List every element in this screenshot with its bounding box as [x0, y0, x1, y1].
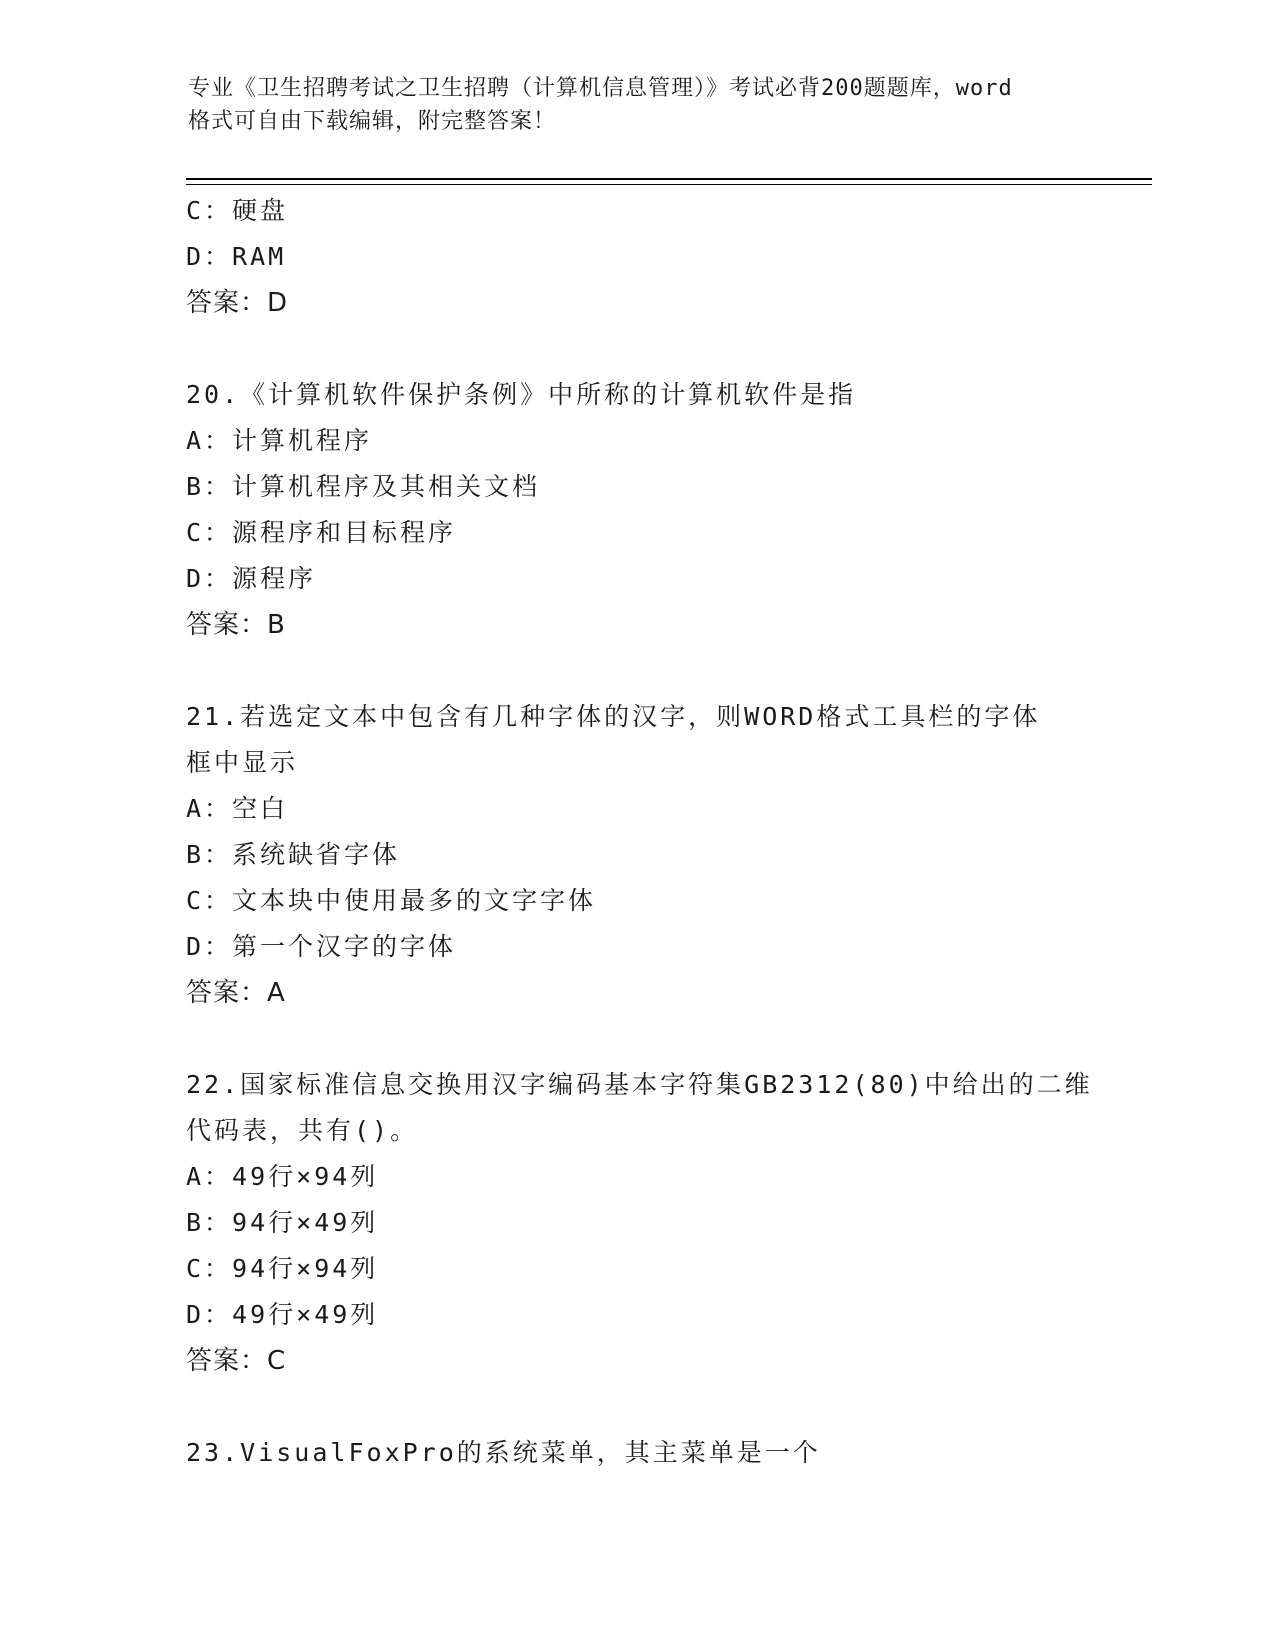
question-text-line-2: 代码表，共有()。: [186, 1116, 419, 1145]
header-line-2: 格式可自由下载编辑，附完整答案！: [188, 109, 557, 134]
option-b: B：计算机程序及其相关文档: [186, 472, 541, 501]
question-23: [186, 1430, 1086, 1476]
option-d: D：第一个汉字的字体: [186, 932, 457, 961]
header-rule-thick: [186, 178, 1152, 180]
question-19-tail: [186, 188, 1086, 326]
option-b: B：系统缺省字体: [186, 840, 401, 869]
spacer: [186, 1384, 1086, 1430]
question-21: [186, 694, 1086, 1016]
question-22: [186, 1062, 1093, 1384]
spacer: [186, 326, 1086, 372]
question-text-line-1: 21.若选定文本中包含有几种字体的汉字，则WORD格式工具栏的字体: [186, 702, 1041, 731]
question-text-line-2: 框中显示: [186, 748, 299, 777]
option-c: C：文本块中使用最多的文字字体: [186, 886, 597, 915]
option-d: D：源程序: [186, 564, 317, 593]
option-c: C：94行×94列: [186, 1254, 379, 1283]
answer-line: 答案：C: [186, 1346, 287, 1376]
option-c: C：硬盘: [186, 196, 289, 225]
question-text-line-1: 22.国家标准信息交换用汉字编码基本字符集GB2312(80)中给出的二维: [186, 1070, 1093, 1099]
question-20: [186, 372, 1086, 648]
answer-line: 答案：A: [186, 978, 286, 1008]
question-text: 20.《计算机软件保护条例》中所称的计算机软件是指: [186, 380, 857, 409]
option-a: A：49行×94列: [186, 1162, 379, 1191]
question-list: [186, 188, 1093, 1476]
option-d: D：49行×49列: [186, 1300, 379, 1329]
document-header: [188, 72, 1088, 138]
answer-line: 答案：B: [186, 610, 286, 640]
header-line-1: 专业《卫生招聘考试之卫生招聘（计算机信息管理）》考试必背200题题库，word: [188, 76, 1013, 101]
option-d: D：RAM: [186, 242, 287, 271]
spacer: [186, 648, 1086, 694]
spacer: [186, 1016, 1086, 1062]
option-a: A：空白: [186, 794, 289, 823]
option-a: A：计算机程序: [186, 426, 373, 455]
header-rule-thin: [186, 184, 1152, 185]
question-text: 23.VisualFoxPro的系统菜单，其主菜单是一个: [186, 1438, 821, 1467]
option-c: C：源程序和目标程序: [186, 518, 457, 547]
answer-line: 答案：D: [186, 288, 289, 318]
option-b: B：94行×49列: [186, 1208, 379, 1237]
